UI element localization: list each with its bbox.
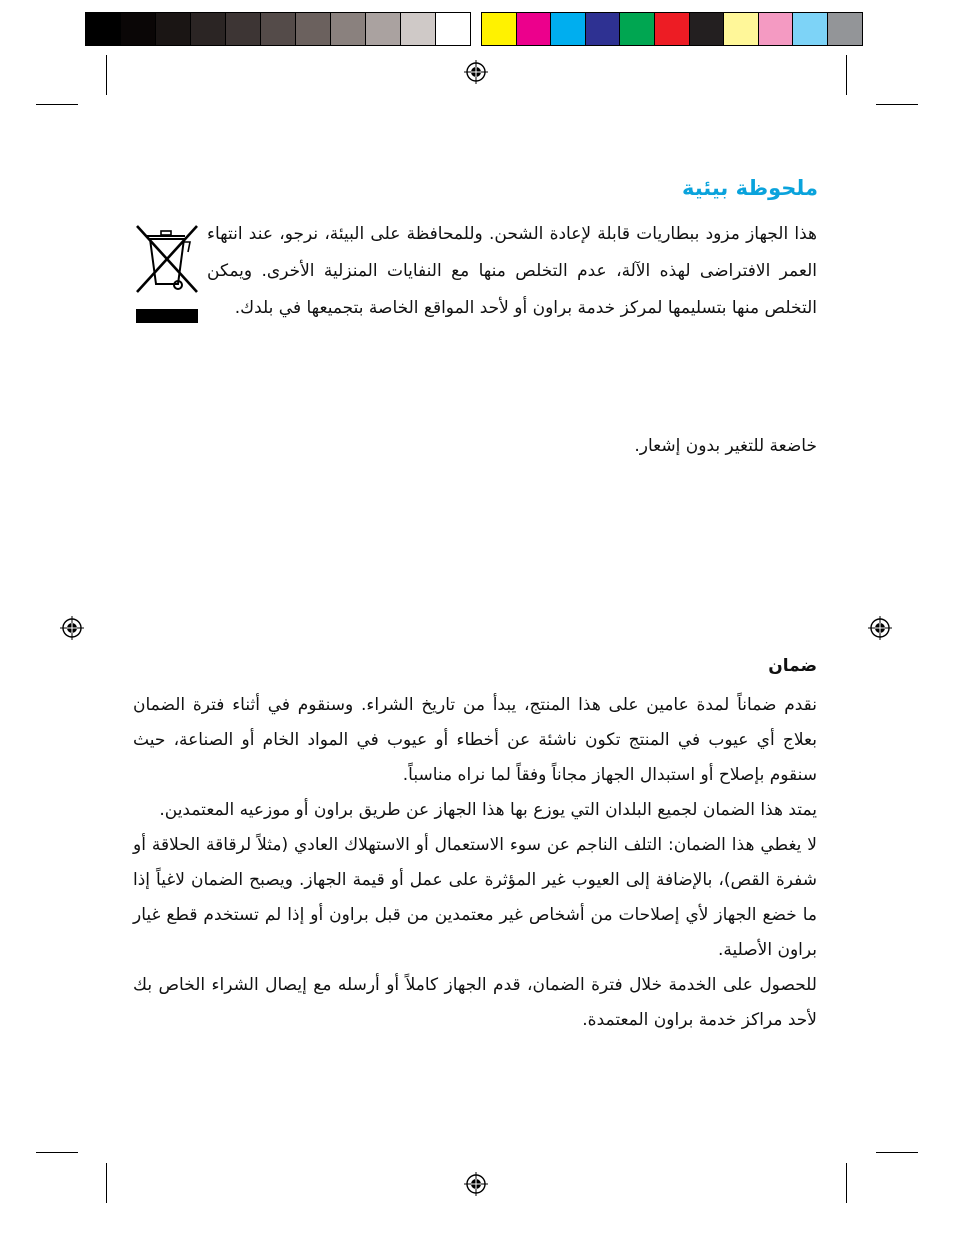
warranty-paragraph: يمتد هذا الضمان لجميع البلدان التي يوزع بها هذا الجهاز عن طريق براون أو موزعيه المعتمدين. (159, 800, 817, 820)
registration-mark-icon (60, 616, 84, 640)
crop-mark (876, 1152, 918, 1153)
crop-mark (106, 55, 107, 95)
gray-swatch (225, 12, 261, 46)
change-notice: خاضعة للتغير بدون إشعار. (634, 436, 817, 456)
warranty-body (133, 688, 817, 1038)
crop-mark (876, 104, 918, 105)
process-color-bar (482, 12, 863, 46)
color-swatch (827, 12, 863, 46)
color-swatch (516, 12, 552, 46)
gray-swatch (400, 12, 436, 46)
warranty-paragraph: للحصول على الخدمة خلال فترة الضمان، قدم الجهاز كاملاً أو أرسله مع إيصال الشراء الخاص بك لأحد مراكز خدمة براون المعتمدة. (133, 975, 817, 1030)
gray-swatch (330, 12, 366, 46)
crop-mark (36, 1152, 78, 1153)
crop-mark (106, 1163, 107, 1203)
gray-swatch (155, 12, 191, 46)
color-swatch (619, 12, 655, 46)
color-swatch (481, 12, 517, 46)
environmental-heading: ملحوظة بيئية (681, 176, 818, 200)
color-swatch (550, 12, 586, 46)
gray-swatch (365, 12, 401, 46)
crop-mark (36, 104, 78, 105)
gray-swatch (190, 12, 226, 46)
gray-swatch (85, 12, 121, 46)
color-swatch (585, 12, 621, 46)
registration-mark-icon (868, 616, 892, 640)
warranty-paragraph: نقدم ضماناً لمدة عامين على هذا المنتج، يبدأ من تاريخ الشراء. وسنقوم في أثناء فترة الضمان بعلاج أي عيوب في المنتج تكون ناشئة عن أخطاء أو عيوب في المواد الخام أو الصناعة، حيث سنقوم بإصلاح أو استبدال الجهاز مجاناً وفقاً لما نراه مناسباً. (133, 695, 817, 785)
color-swatch (792, 12, 828, 46)
gray-swatch (435, 12, 471, 46)
warranty-paragraph: لا يغطي هذا الضمان: التلف الناجم عن سوء الاستعمال أو الاستهلاك العادي (مثلاً لرقاقة الحلاقة أو شفرة القص)، بالإضافة إلى العيوب غير المؤثرة على عمل أو قيمة الجهاز. ويصبح الضمان لاغياً إذا ما خضع الجهاز لأي إصلاحات من أشخاص غير معتمدين من قبل براون أو إذا لم تستخدم قطع غيار براون الأصلية. (133, 835, 817, 960)
environmental-body: هذا الجهاز مزود ببطاريات قابلة لإعادة الشحن. وللمحافظة على البيئة، نرجو، عند انتهاء العمر الافتراضى لهذه الآلة، عدم التخلص منها مع النفايات المنزلية الأخرى. ويمكن التخلص منها بتسليمها لمركز خدمة براون أو لأحد المواقع الخاصة بتجميعها في بلدك. (207, 224, 817, 318)
color-swatch (758, 12, 794, 46)
crop-mark (846, 1163, 847, 1203)
color-swatch (689, 12, 725, 46)
gray-swatch (295, 12, 331, 46)
crop-mark (846, 55, 847, 95)
grayscale-color-bar (86, 12, 471, 46)
registration-mark-icon (464, 1172, 488, 1196)
color-swatch (723, 12, 759, 46)
registration-mark-icon (464, 60, 488, 84)
warranty-heading: ضمان (768, 656, 817, 676)
gray-swatch (260, 12, 296, 46)
gray-swatch (120, 12, 156, 46)
color-swatch (654, 12, 690, 46)
crossed-out-wheelie-bin-icon (133, 222, 203, 324)
